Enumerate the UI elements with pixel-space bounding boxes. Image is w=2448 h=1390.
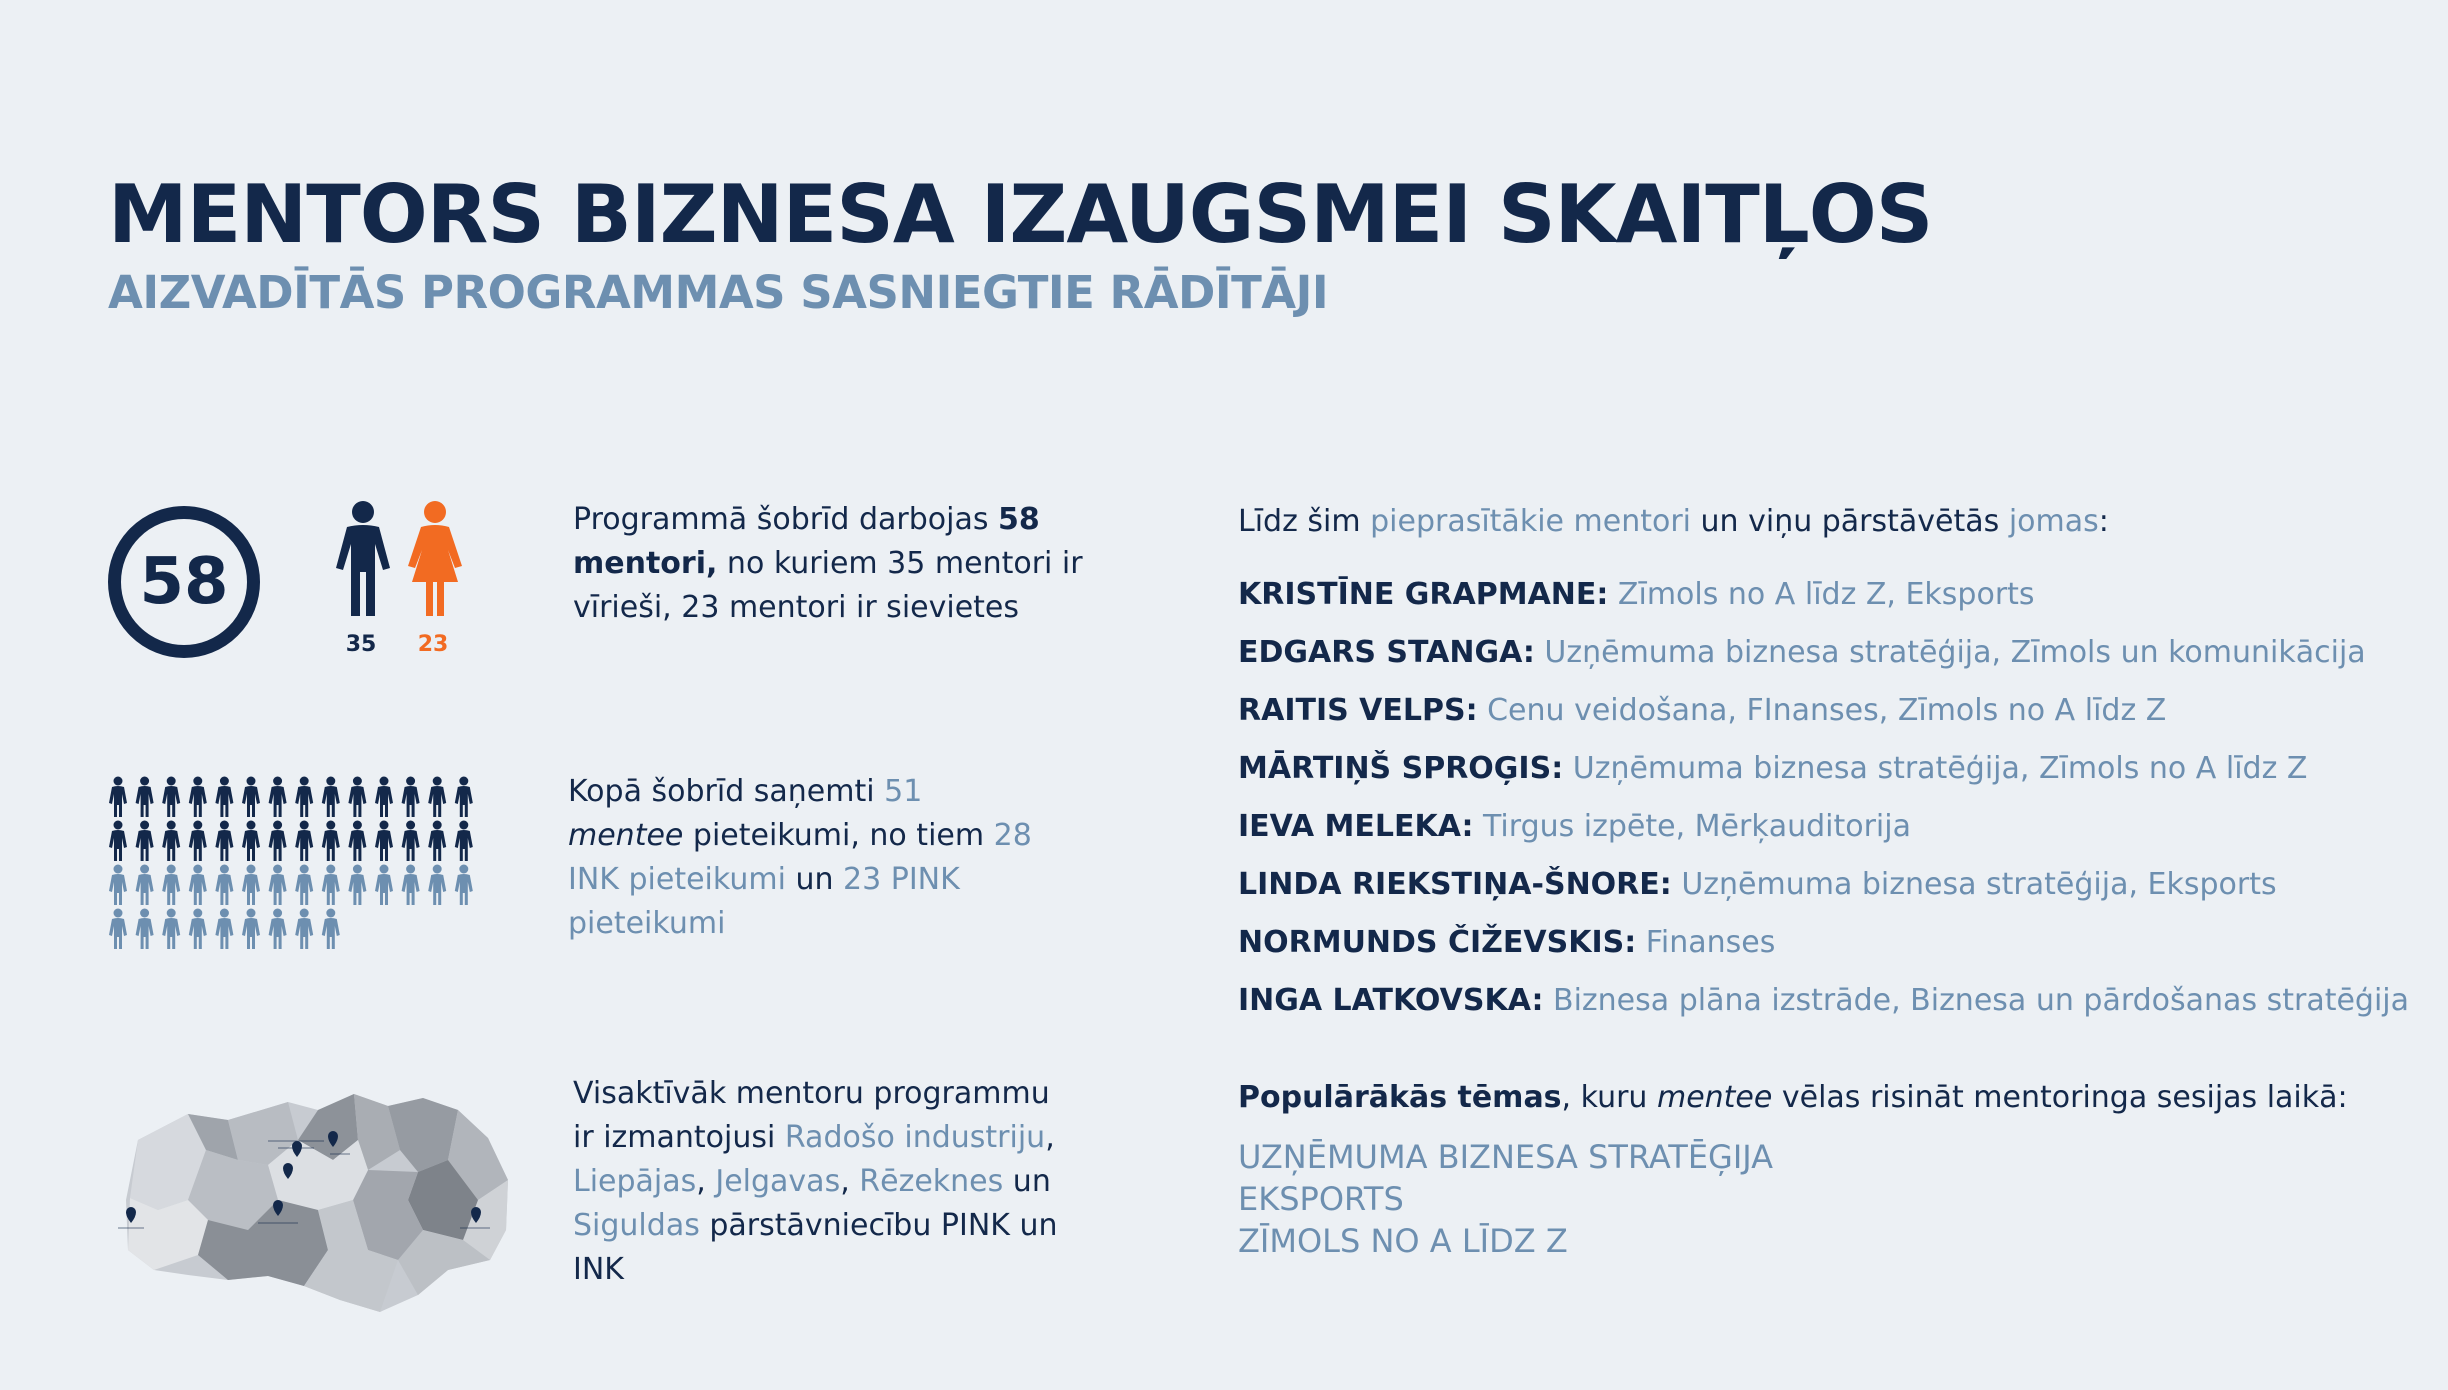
mentee-ink-part: 28 INK pieteikumi xyxy=(568,818,1032,897)
woman-icon xyxy=(402,500,468,618)
mentor-name: IEVA MELEKA: xyxy=(1238,809,1474,844)
list-item xyxy=(1238,981,2409,1039)
ink-person-icon xyxy=(375,777,393,818)
mentor-areas: Uzņēmuma biznesa stratēģija, Zīmols un komunikācija xyxy=(1534,635,2366,670)
regions-text-2: pārstāvniecību PINK un INK xyxy=(573,1208,1058,1287)
region-sep-4: un xyxy=(1003,1164,1051,1199)
mentor-count-text xyxy=(573,498,1093,630)
mentor-areas: Uzņēmuma biznesa stratēģija, Eksports xyxy=(1671,867,2277,902)
region-2: Liepājas xyxy=(573,1164,697,1199)
ink-person-icon xyxy=(322,821,340,862)
mentor-count-badge: 58 xyxy=(108,506,260,658)
region-sep-1: , xyxy=(1045,1120,1055,1155)
mentor-areas: Finanses xyxy=(1636,925,1776,960)
mentors-intro-hl-2: jomas xyxy=(2008,504,2099,539)
pink-person-icon xyxy=(402,865,420,906)
men-count: 35 xyxy=(345,632,377,657)
pink-person-icon xyxy=(215,865,233,906)
pink-person-icon xyxy=(215,909,233,950)
mentee-people-grid xyxy=(108,776,498,966)
ink-person-icon xyxy=(109,821,127,862)
mentor-name: EDGARS STANGA: xyxy=(1238,635,1535,670)
ink-person-icon xyxy=(295,777,313,818)
pink-person-icon xyxy=(162,865,180,906)
pink-person-icon xyxy=(269,909,287,950)
ink-person-icon xyxy=(322,777,340,818)
mentors-intro-1: Līdz šim xyxy=(1238,504,1371,539)
ink-person-icon xyxy=(215,821,233,862)
pink-person-icon xyxy=(162,909,180,950)
pink-person-icon xyxy=(136,909,154,950)
mentor-name: LINDA RIEKSTIŅA-ŠNORE: xyxy=(1238,867,1672,902)
pink-person-icon xyxy=(322,909,340,950)
ink-person-icon xyxy=(402,821,420,862)
ink-person-icon xyxy=(348,821,366,862)
mentee-total: 51 xyxy=(884,774,923,809)
mentor-areas: Tirgus izpēte, Mērķauditorija xyxy=(1473,809,1911,844)
mentor-name: KRISTĪNE GRAPMANE: xyxy=(1238,577,1609,612)
mentor-name: NORMUNDS ČIŽEVSKIS: xyxy=(1238,925,1637,960)
pink-person-icon xyxy=(109,865,127,906)
pink-person-icon xyxy=(189,865,207,906)
regions-text xyxy=(573,1072,1073,1292)
pink-person-icon xyxy=(242,865,260,906)
mentor-name: RAITIS VELPS: xyxy=(1238,693,1478,728)
ink-person-icon xyxy=(136,777,154,818)
ink-person-icon xyxy=(428,821,446,862)
latvia-map xyxy=(118,1080,518,1320)
mentee-text-1: Kopā šobrīd saņemti xyxy=(568,774,885,809)
pink-person-icon xyxy=(428,865,446,906)
list-item xyxy=(1238,691,2409,749)
topic-item: EKSPORTS xyxy=(1238,1180,1404,1218)
women-count: 23 xyxy=(417,632,449,657)
ink-person-icon xyxy=(269,777,287,818)
list-item xyxy=(1238,807,2409,865)
pink-person-icon xyxy=(455,865,473,906)
ink-person-icon xyxy=(428,777,446,818)
mentor-areas: Cenu veidošana, FInanses, Zīmols no A līdz Z xyxy=(1477,693,2167,728)
ink-person-icon xyxy=(215,777,233,818)
page-subtitle: AIZVADĪTĀS PROGRAMMAS SASNIEGTIE RĀDĪTĀJI xyxy=(108,266,1329,319)
topics-list xyxy=(1238,1136,1773,1262)
pink-person-icon xyxy=(322,865,340,906)
list-item xyxy=(1238,749,2409,807)
page-title: MENTORS BIZNESA IZAUGSMEI SKAITĻOS xyxy=(108,168,1933,261)
pink-person-icon xyxy=(242,909,260,950)
mentee-text-3: un xyxy=(785,862,844,897)
mentor-list xyxy=(1238,575,2409,1039)
ink-person-icon xyxy=(189,821,207,862)
ink-person-icon xyxy=(162,777,180,818)
regions-text-1: Visaktīvāk mentoru programmu ir izmantojusi xyxy=(573,1076,1050,1155)
region-3: Jelgavas xyxy=(715,1164,841,1199)
ink-person-icon xyxy=(242,821,260,862)
pink-person-icon xyxy=(189,909,207,950)
list-item xyxy=(1238,575,2409,633)
pink-person-icon xyxy=(136,865,154,906)
ink-person-icon xyxy=(455,777,473,818)
region-1: Radošo industriju xyxy=(784,1120,1046,1155)
pink-person-icon xyxy=(348,865,366,906)
region-sep-3: , xyxy=(840,1164,860,1199)
topics-title xyxy=(1238,1080,2348,1115)
pink-person-icon xyxy=(375,865,393,906)
list-item xyxy=(1238,865,2409,923)
topic-item: ZĪMOLS NO A LĪDZ Z xyxy=(1238,1222,1568,1260)
mentor-areas: Uzņēmuma biznesa stratēģija, Zīmols no A līdz Z xyxy=(1563,751,2308,786)
mentor-areas: Biznesa plāna izstrāde, Biznesa un pārdošanas stratēģija xyxy=(1543,983,2410,1018)
ink-person-icon xyxy=(189,777,207,818)
topics-title-bold: Populārākās tēmas xyxy=(1238,1080,1562,1115)
topics-title-1: , kuru xyxy=(1561,1080,1657,1115)
mentor-text-2: no kuriem 35 mentori ir vīrieši, 23 mentori ir sievietes xyxy=(573,546,1083,625)
ink-person-icon xyxy=(136,821,154,862)
topic-item: UZŅĒMUMA BIZNESA STRATĒĢIJA xyxy=(1238,1138,1774,1176)
region-sep-2: , xyxy=(696,1164,716,1199)
ink-person-icon xyxy=(242,777,260,818)
mentee-count-text xyxy=(568,770,1038,946)
ink-person-icon xyxy=(348,777,366,818)
ink-person-icon xyxy=(375,821,393,862)
list-item xyxy=(1238,633,2409,691)
mentor-name: MĀRTIŅŠ SPROĢIS: xyxy=(1238,751,1564,786)
ink-person-icon xyxy=(455,821,473,862)
mentors-intro xyxy=(1238,504,2109,539)
mentee-text-2: pieteikumi, no tiem xyxy=(692,818,994,853)
mentors-intro-2: un viņu pārstāvētās xyxy=(1691,504,2009,539)
topics-title-2: vēlas risināt mentoringa sesijas laikā: xyxy=(1772,1080,2348,1115)
mentors-intro-hl-1: pieprasītākie mentori xyxy=(1370,504,1691,539)
mentee-pink-part: 23 PINK pieteikumi xyxy=(568,862,960,941)
mentors-intro-3: : xyxy=(2098,504,2109,539)
mentor-text-1: Programmā šobrīd darbojas xyxy=(573,502,999,537)
mentor-text-bold: 58 mentori, xyxy=(573,502,1040,581)
region-4: Rēzeknes xyxy=(859,1164,1004,1199)
ink-person-icon xyxy=(402,777,420,818)
man-icon xyxy=(330,500,396,618)
list-item xyxy=(1238,923,2409,981)
mentor-areas: Zīmols no A līdz Z, Eksports xyxy=(1608,577,2035,612)
ink-person-icon xyxy=(295,821,313,862)
pink-person-icon xyxy=(295,909,313,950)
mentee-italic: mentee xyxy=(568,818,684,853)
topics-title-italic: mentee xyxy=(1656,1080,1773,1115)
mentor-name: INGA LATKOVSKA: xyxy=(1238,983,1544,1018)
ink-person-icon xyxy=(162,821,180,862)
pink-person-icon xyxy=(295,865,313,906)
pink-person-icon xyxy=(269,865,287,906)
ink-person-icon xyxy=(269,821,287,862)
ink-person-icon xyxy=(109,777,127,818)
region-5: Siguldas xyxy=(573,1208,700,1243)
pink-person-icon xyxy=(109,909,127,950)
